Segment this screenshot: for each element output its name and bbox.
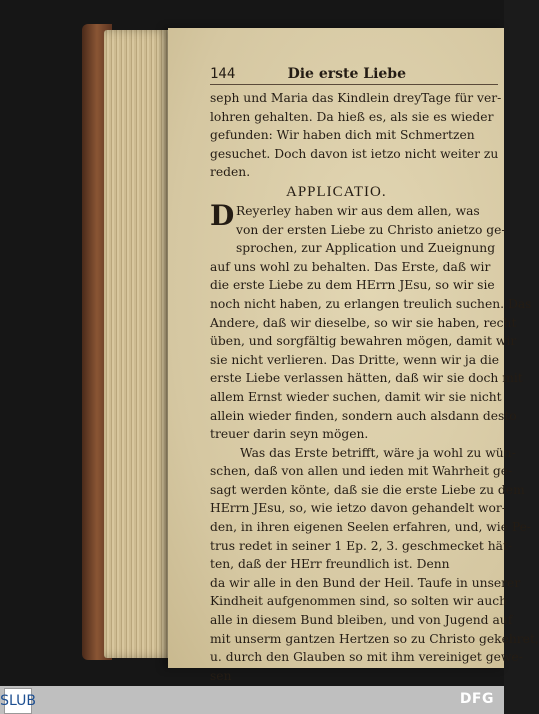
text-line: u. durch den Glauben so mit ihm vereiniget gewe- bbox=[210, 650, 523, 665]
drop-cap: D bbox=[210, 198, 235, 232]
text-line: Was das Erste betrifft, wäre ja wohl zu wün- bbox=[240, 445, 516, 460]
text-line: üben, und sorgfältig bewahren mögen, damit wir bbox=[210, 334, 517, 349]
text-line: lohren gehalten. Da hieß es, als sie es wieder bbox=[210, 109, 494, 124]
library-logo-icon: SLUB bbox=[0, 693, 36, 709]
text-line: den, in ihren eigenen Seelen erfahren, und, wie Pe- bbox=[210, 520, 532, 535]
header-rule bbox=[210, 84, 498, 85]
text-line: seph und Maria das Kindlein dreyTage für ver- bbox=[210, 91, 502, 105]
text-line: erste Liebe verlassen hätten, daß wir sie doch mit bbox=[210, 371, 523, 386]
library-logo[interactable] bbox=[0, 688, 36, 714]
viewer-footer bbox=[0, 686, 504, 714]
text-line: sie nicht verlieren. Das Dritte, wenn wir ja die bbox=[210, 352, 500, 367]
running-title: Die erste Liebe bbox=[287, 66, 406, 82]
text-line: noch nicht haben, zu erlangen treulich suchen. Das bbox=[210, 296, 532, 311]
text-line: HErrn JEsu, so, wie ietzo davon gehandelt wor- bbox=[210, 501, 506, 516]
text-line: treuer darin seyn mögen. bbox=[210, 427, 369, 442]
text-line: trus redet in seiner 1 Ep. 2, 3. geschmecket hät- bbox=[210, 538, 513, 553]
text-line: alle in diesem Bund bleiben, und von Jugend auf bbox=[210, 613, 513, 628]
page-text bbox=[210, 60, 539, 685]
page-header bbox=[210, 60, 498, 82]
text-line: da wir alle in den Bund der Heil. Taufe in unserer bbox=[210, 575, 521, 590]
page-number: 144 bbox=[210, 66, 236, 82]
text-line: schen, daß von allen und ieden mit Wahrheit ge- bbox=[210, 464, 513, 479]
text-line: Andere, daß wir dieselbe, so wir sie haben, recht bbox=[210, 315, 517, 330]
text-line: von der ersten Liebe zu Christo anietzo ge- bbox=[236, 222, 506, 237]
text-line: sprochen, zur Application und Zueignung bbox=[236, 241, 496, 256]
text-line: allem Ernst wieder suchen, damit wir sie nicht bbox=[210, 389, 502, 404]
text-line: sen bbox=[210, 668, 232, 683]
text-line: gefunden: Wir haben dich mit Schmertzen bbox=[210, 128, 475, 143]
text-line: allein wieder finden, sondern auch alsdann desto bbox=[210, 408, 517, 423]
text-block-after bbox=[210, 198, 539, 685]
text-block-before bbox=[210, 89, 502, 182]
dfg-logo[interactable]: DFG bbox=[459, 691, 494, 707]
text-line: reden. bbox=[210, 165, 251, 180]
text-line: ten, daß der HErr freundlich ist. Denn bbox=[210, 557, 450, 572]
page-edges bbox=[104, 30, 174, 658]
text-line: die erste Liebe zu dem HErrn JEsu, so wir sie bbox=[210, 278, 495, 293]
section-heading: APPLICATIO. bbox=[286, 183, 387, 200]
text-line: Kindheit aufgenommen sind, so solten wir auch bbox=[210, 594, 508, 609]
text-line: D Reyerley haben wir aus dem allen, was bbox=[210, 198, 480, 232]
text-line: gesuchet. Doch davon ist ietzo nicht weiter zu bbox=[210, 146, 499, 161]
text-line: auf uns wohl zu behalten. Das Erste, daß wir bbox=[210, 259, 491, 274]
text-line: mit unserm gantzen Hertzen so zu Christo gekehret, bbox=[210, 631, 539, 646]
text-line: sagt werden könte, daß sie die erste Liebe zu dem bbox=[210, 482, 525, 497]
